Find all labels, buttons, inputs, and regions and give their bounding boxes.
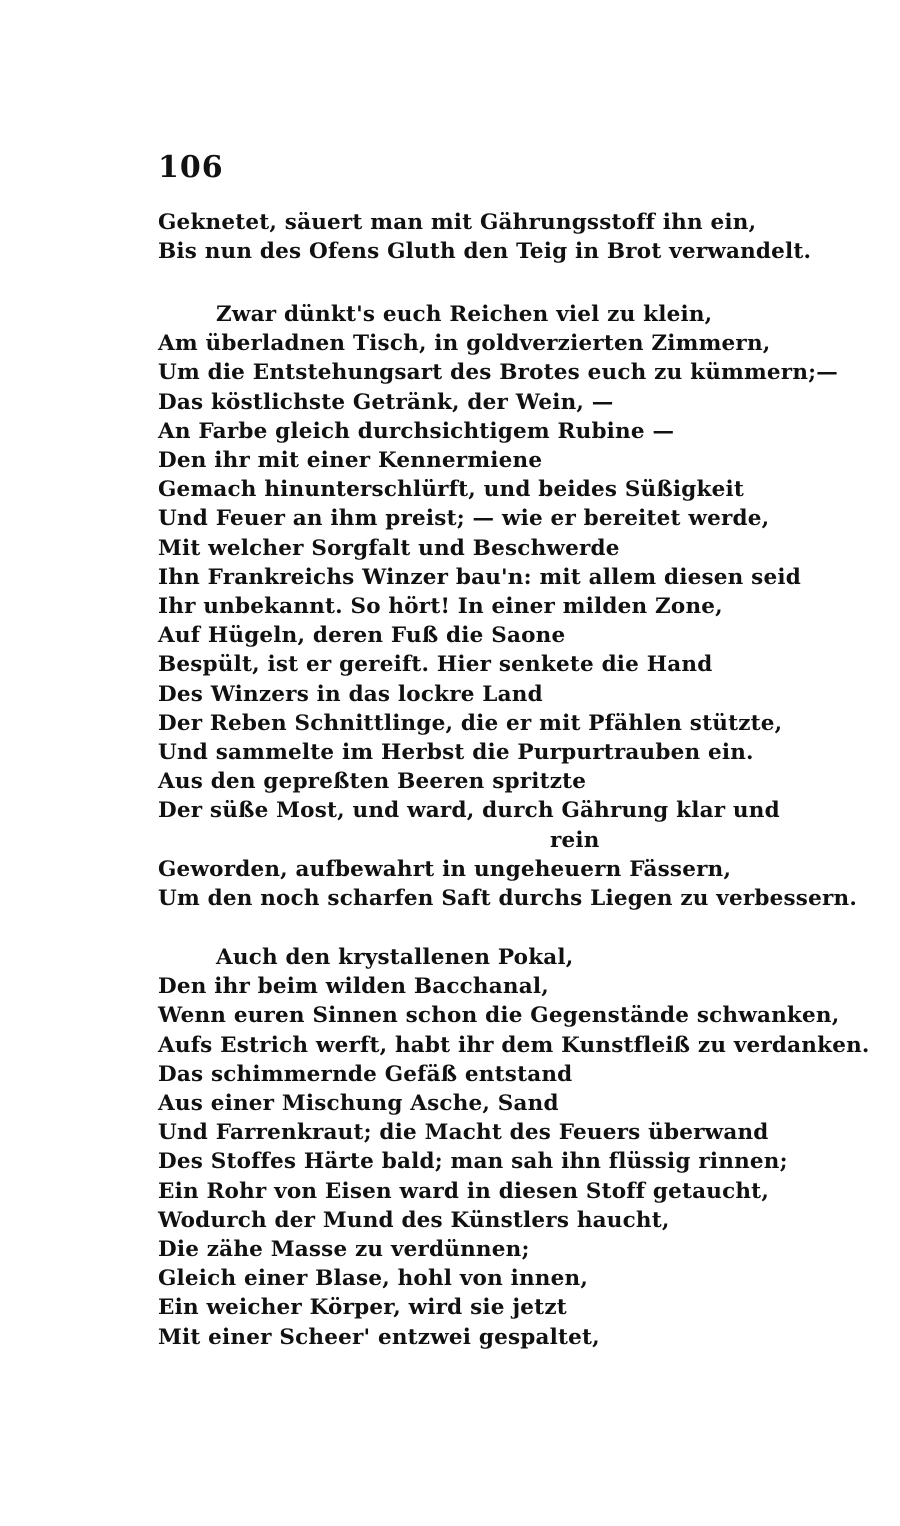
verse-line: Wodurch der Mund des Künstlers haucht, bbox=[158, 1207, 670, 1233]
verse-line: Das schimmernde Gefäß entstand bbox=[158, 1061, 573, 1087]
verse-line: Und sammelte im Herbst die Purpurtrauben ein. bbox=[158, 740, 754, 766]
verse-line: Um den noch scharfen Saft durchs Liegen zu verbessern. bbox=[158, 886, 858, 912]
verse-line: Zwar dünkt's euch Reichen viel zu klein, bbox=[216, 302, 713, 327]
verse-line: Das köstlichste Getränk, der Wein, — bbox=[158, 389, 614, 415]
verse-line: Der süße Most, und ward, durch Gährung klar und bbox=[158, 798, 780, 824]
verse-line: Geworden, aufbewahrt in ungeheuern Fässern, bbox=[158, 856, 732, 882]
verse-line: Ihr unbekannt. So hört! In einer milden Zone, bbox=[158, 594, 723, 620]
verse-line: Auch den krystallenen Pokal, bbox=[216, 945, 574, 970]
verse-line: rein bbox=[550, 827, 600, 853]
verse-line: Und Feuer an ihm preist; — wie er bereitet werde, bbox=[158, 506, 770, 532]
verse-line: Aus den gepreßten Beeren spritzte bbox=[158, 769, 587, 795]
verse-line: Des Winzers in das lockre Land bbox=[158, 681, 543, 707]
verse-line: Mit einer Scheer' entzwei gespaltet, bbox=[158, 1324, 600, 1350]
verse-stanza-1 bbox=[158, 208, 818, 266]
verse-line: Gleich einer Blase, hohl von innen, bbox=[158, 1266, 589, 1292]
verse-line: Den ihr beim wilden Bacchanal, bbox=[158, 974, 549, 1000]
verse-line: Geknetet, säuert man mit Gährungsstoff ihn ein, bbox=[158, 210, 757, 235]
verse-line: Am überladnen Tisch, in goldverzierten Zimmern, bbox=[158, 331, 771, 357]
verse-line: Gemach hinunterschlürft, und beides Süßigkeit bbox=[158, 477, 744, 503]
verse-line: Bespült, ist er gereift. Hier senkete die Hand bbox=[158, 652, 713, 678]
page-number: 106 bbox=[158, 150, 224, 185]
verse-line: Den ihr mit einer Kennermiene bbox=[158, 448, 543, 474]
verse-line: Der Reben Schnittlinge, die er mit Pfählen stützte, bbox=[158, 710, 783, 736]
verse-stanza-3 bbox=[158, 943, 870, 1352]
verse-line: Auf Hügeln, deren Fuß die Saone bbox=[158, 623, 566, 649]
verse-line: Um die Entstehungsart des Brotes euch zu kümmern;— bbox=[158, 360, 839, 386]
verse-line: Bis nun des Ofens Gluth den Teig in Brot verwandelt. bbox=[158, 239, 812, 265]
verse-line: Und Farrenkraut; die Macht des Feuers überwand bbox=[158, 1120, 769, 1146]
verse-stanza-2 bbox=[158, 300, 858, 913]
verse-line: Wenn euren Sinnen schon die Gegenstände schwanken, bbox=[158, 1003, 840, 1029]
verse-line: Aus einer Mischung Asche, Sand bbox=[158, 1091, 559, 1117]
verse-line: Mit welcher Sorgfalt und Beschwerde bbox=[158, 535, 620, 561]
verse-line: Ein Rohr von Eisen ward in diesen Stoff getaucht, bbox=[158, 1178, 770, 1204]
verse-line: Aufs Estrich werft, habt ihr dem Kunstfleiß zu verdanken. bbox=[158, 1032, 870, 1058]
verse-line: Ihn Frankreichs Winzer bau'n: mit allem diesen seid bbox=[158, 564, 801, 590]
verse-line: Ein weicher Körper, wird sie jetzt bbox=[158, 1295, 567, 1321]
verse-line: Die zähe Masse zu verdünnen; bbox=[158, 1237, 530, 1263]
verse-line: Des Stoffes Härte bald; man sah ihn flüssig rinnen; bbox=[158, 1149, 788, 1175]
verse-line: An Farbe gleich durchsichtigem Rubine — bbox=[158, 418, 675, 444]
